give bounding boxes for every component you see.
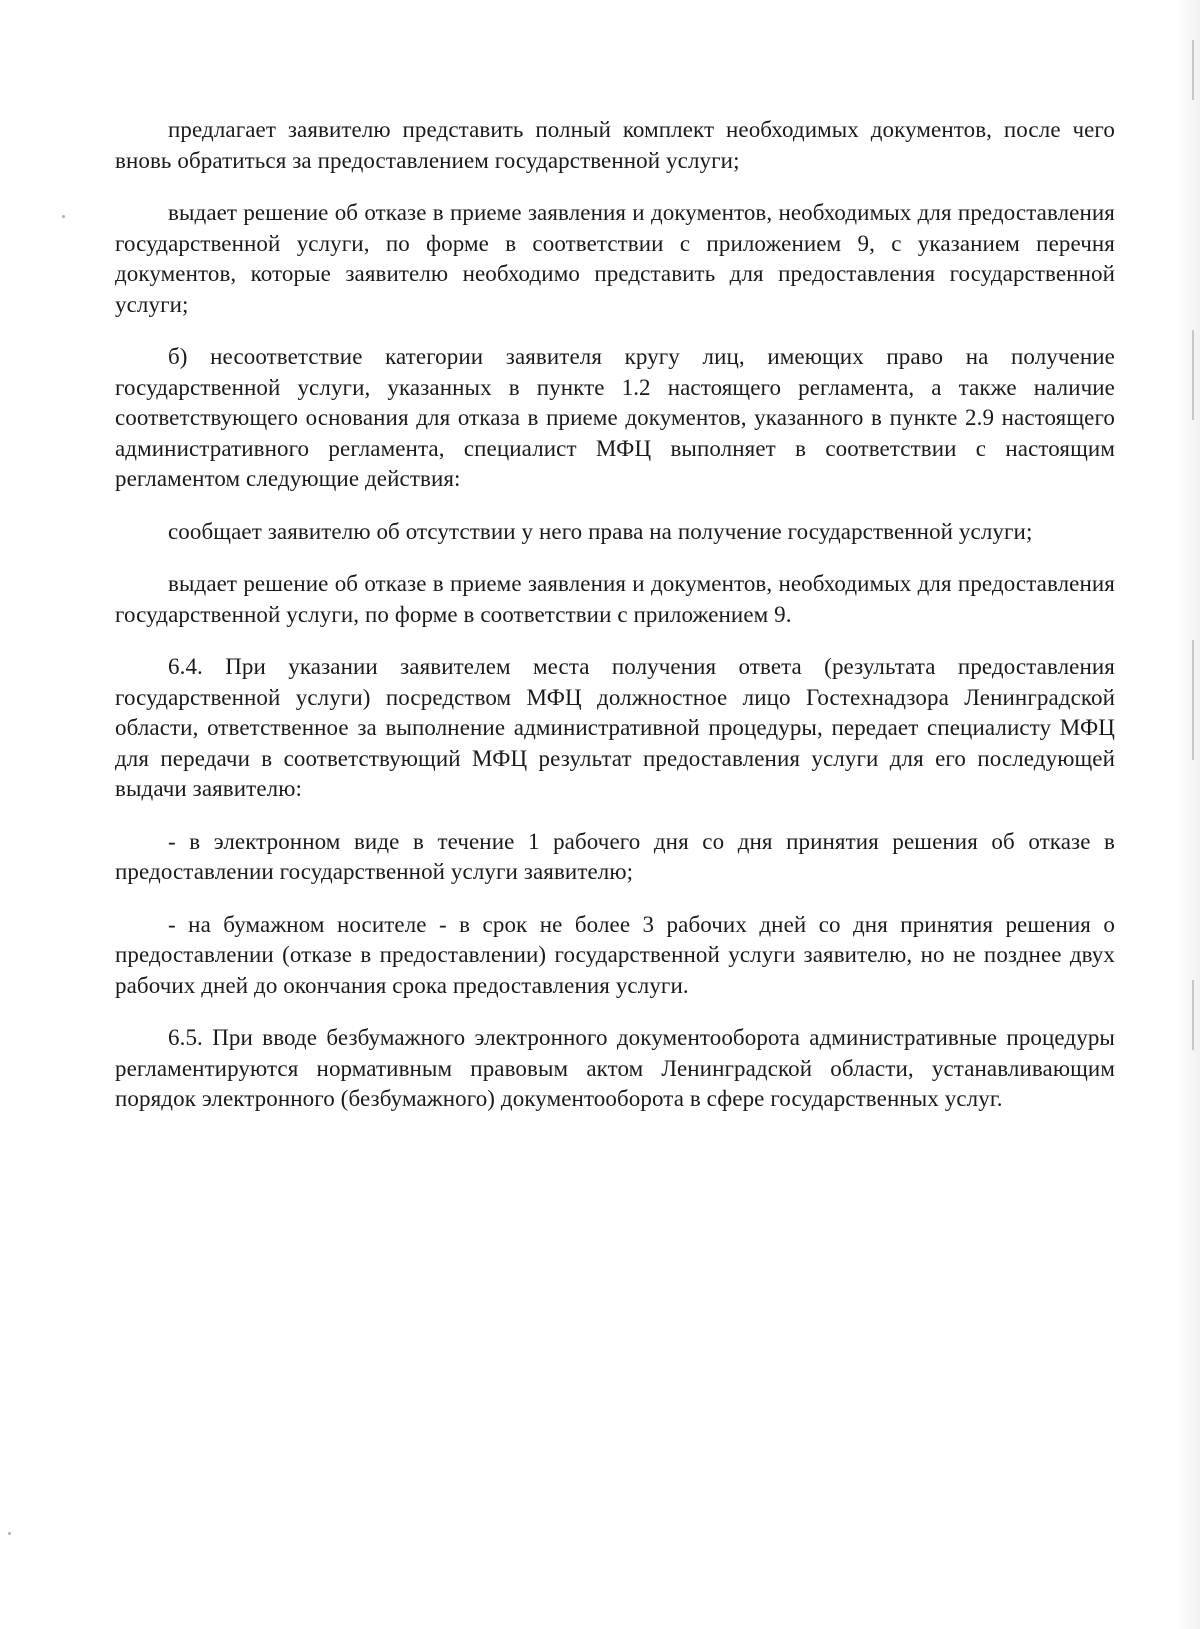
paragraph-1: предлагает заявителю представить полный комплект необходимых документов, после чего вновь обратиться за предоставлением государственной услуги; [115, 117, 1115, 173]
paragraph-2: выдает решение об отказе в приеме заявления и документов, необходимых для предоставления государственной услуги, по форме в соответствии с приложением 9, с указанием перечня документов, которые заявителю необходимо представить для предоставления государственной услуги; [115, 200, 1115, 317]
paragraph-6-5: 6.5. При вводе безбумажного электронного документооборота административные процедуры регламентируются нормативным правовым актом Ленинградской области, устанавливающим порядок электронного (безбумажного) документооборота в сфере государственных услуг. [115, 1025, 1115, 1111]
scan-edge-shadow [1176, 0, 1200, 1629]
paragraph-4: сообщает заявителю об отсутствии у него права на получение государственной услуги; [168, 518, 1033, 544]
scan-edge-mark [1192, 640, 1194, 760]
paragraph-3: б) несоответствие категории заявителя кругу лиц, имеющих право на получение государственной услуги, указанных в пункте 1.2 настоящего регламента, а также наличие соответствующего основания для отказа в приеме документов, указанного в пункте 2.9 настоящего административного регламента, специалист МФЦ выполняет в соответствии с настоящим регламентом следующие действия: [115, 344, 1115, 491]
scan-speck [8, 1532, 11, 1535]
paragraph-6-4: 6.4. При указании заявителем места получения ответа (результата предоставления государственной услуги) посредством МФЦ должностное лицо Гостехнадзора Ленинградской области, ответственное за выполнение административной процедуры, передает специалисту МФЦ для передачи в соответствующий МФЦ результат предоставления услуги для его последующей выдачи заявителю: [115, 654, 1115, 801]
scan-speck [62, 215, 65, 218]
document-body [115, 115, 1115, 1137]
scan-edge-mark [1192, 40, 1194, 100]
scan-edge-mark [1192, 980, 1194, 1050]
paragraph-8: - на бумажном носителе - в срок не более 3 рабочих дней со дня принятия решения о предоставлении (отказе в предоставлении) государственной услуги заявителю, но не позднее двух рабочих дней до окончания срока предоставления услуги. [115, 911, 1115, 998]
scan-edge-mark [1192, 330, 1194, 420]
paragraph-7: - в электронном виде в течение 1 рабочего дня со дня принятия решения об отказе в предоставлении государственной услуги заявителю; [115, 828, 1115, 884]
paragraph-5: выдает решение об отказе в приеме заявления и документов, необходимых для предоставления государственной услуги, по форме в соответствии с приложением 9. [115, 571, 1115, 627]
